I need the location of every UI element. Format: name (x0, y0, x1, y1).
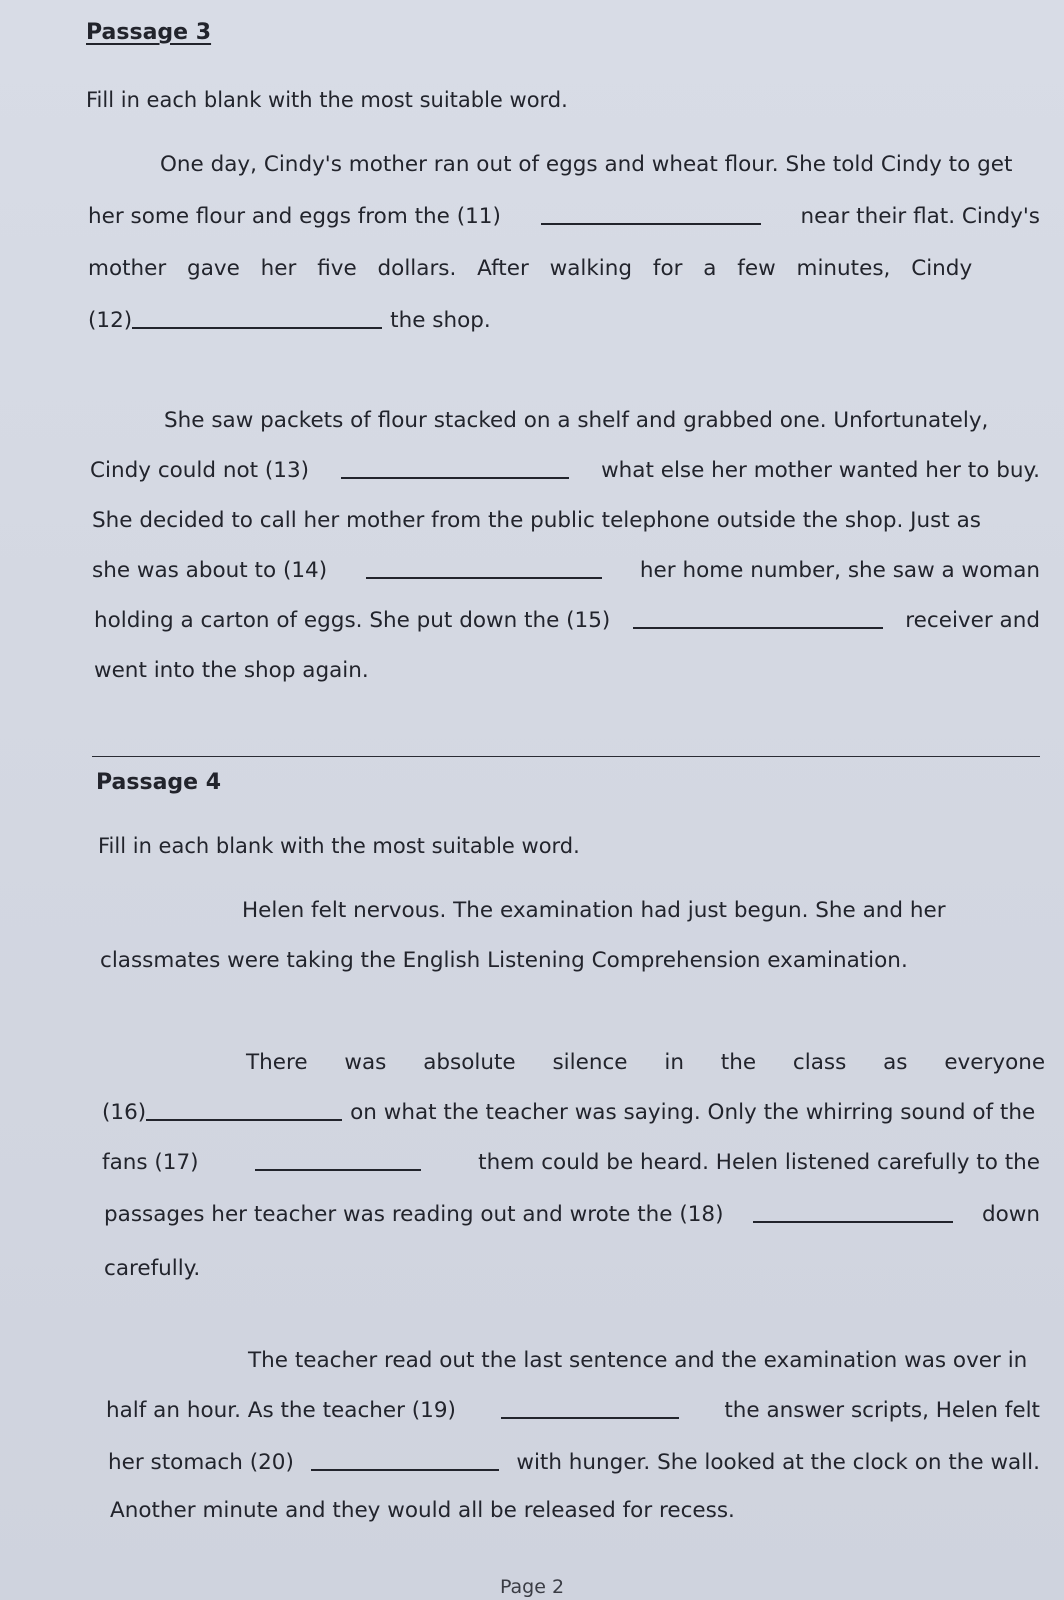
p3-para2-line3: She decided to call her mother from the public telephone outside the shop. Just as (92, 508, 981, 533)
p4-para2-line4: passages her teacher was reading out and wrote the (18) down (104, 1202, 1040, 1227)
passage-4-instruction: Fill in each blank with the most suitable word. (98, 834, 580, 858)
blank-14[interactable] (366, 577, 602, 579)
p3-para1-line1: One day, Cindy's mother ran out of eggs and wheat flour. She told Cindy to get (160, 152, 1013, 177)
p4-para2-line3: fans (17) them could be heard. Helen listened carefully to the (102, 1150, 1040, 1175)
page-number: Page 2 (499, 1576, 565, 1598)
blank-16[interactable] (146, 1119, 342, 1121)
p3-para2-line2: Cindy could not (13) what else her mother wanted her to buy. (90, 458, 1040, 483)
p4-para1-line1: Helen felt nervous. The examination had just begun. She and her (242, 898, 946, 923)
p3-para1-line2: her some flour and eggs from the (11) near their flat. Cindy's (88, 204, 1040, 229)
blank-11[interactable] (541, 223, 761, 225)
p3-para2-line5: holding a carton of eggs. She put down the (15) receiver and (94, 608, 1040, 633)
blank-15[interactable] (633, 627, 883, 629)
p3-para1-line4: (12) the shop. (88, 308, 491, 333)
passage-4-title: Passage 4 (96, 770, 222, 795)
blank-13[interactable] (341, 477, 569, 479)
p4-para2-line1: There was absolute silence in the class as everyone (246, 1050, 1046, 1075)
p3-para2-line6: went into the shop again. (94, 658, 369, 683)
p3-para2-line4: she was about to (14) her home number, she saw a woman (92, 558, 1040, 583)
p4-para2-line5: carefully. (104, 1256, 201, 1281)
p4-para3-line1: The teacher read out the last sentence and the examination was over in (248, 1348, 1028, 1373)
p3-para2-line1: She saw packets of flour stacked on a shelf and grabbed one. Unfortunately, (164, 408, 989, 433)
passage-3-title: Passage 3 (86, 20, 212, 45)
p4-para2-line2: (16) on what the teacher was saying. Only the whirring sound of the (102, 1100, 1036, 1125)
blank-19[interactable] (501, 1417, 679, 1419)
section-divider (92, 756, 1040, 757)
p4-para1-line2: classmates were taking the English Listening Comprehension examination. (100, 948, 908, 973)
p4-para3-line2: half an hour. As the teacher (19) the answer scripts, Helen felt (106, 1398, 1040, 1423)
blank-12[interactable] (132, 327, 382, 329)
passage-3-instruction: Fill in each blank with the most suitable word. (86, 88, 568, 112)
blank-17[interactable] (255, 1169, 421, 1171)
p4-para3-line4: Another minute and they would all be released for recess. (110, 1498, 735, 1523)
p4-para3-line3: her stomach (20) with hunger. She looked at the clock on the wall. (108, 1450, 1040, 1475)
blank-18[interactable] (753, 1221, 953, 1223)
blank-20[interactable] (311, 1469, 499, 1471)
p3-para1-line3: mother gave her five dollars. After walking for a few minutes, Cindy (88, 256, 973, 281)
